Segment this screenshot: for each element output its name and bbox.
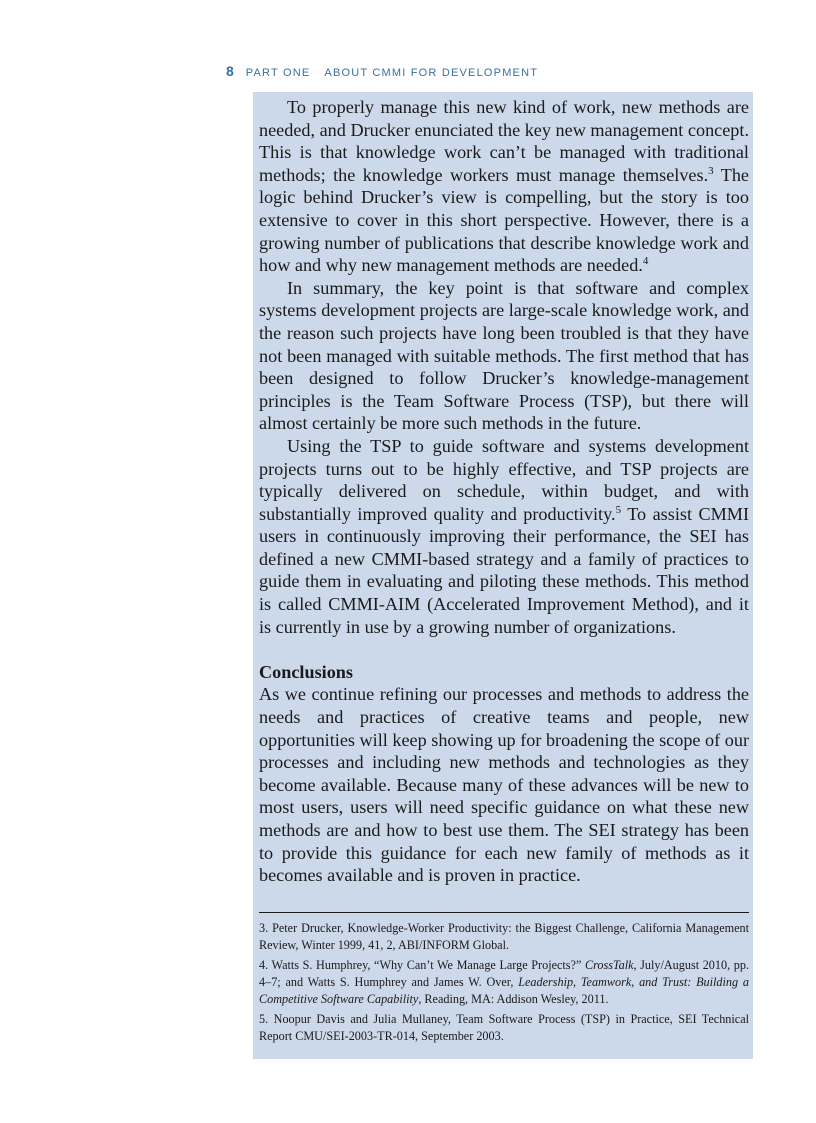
footnote-4-book-title: Leadership, Teamwork, and Trust: Building a Competitive Software Capability xyxy=(259,975,749,1006)
footnote-ref-3[interactable]: 3 xyxy=(708,164,714,177)
running-head xyxy=(226,63,538,79)
paragraph-2: In summary, the key point is that software and complex systems development projects are large-scale knowledge work, and the reason such projects have long been troubled is that they have not been managed with suitable methods. The first method that has been designed to follow Drucker’s knowledge-management principles is the Team Software Process (TSP), but there will almost certainly be more such methods in the future. xyxy=(259,277,749,434)
part-label: PART ONE xyxy=(245,67,311,79)
footnote-ref-5[interactable]: 5 xyxy=(615,503,622,516)
paragraph-1: To properly manage this new kind of work, new methods are needed, and Drucker enunciated the key new management concept. This is that knowledge work can’t be managed with traditional methods; the knowledge workers must manage themselves.$^3$ The logic behind Drucker’s view is compelling, but the story is too extensive to cover in this short perspective. However, there is a growing number of publications that describe knowledge work and how and why new management methods are needed.$^4$ xyxy=(259,97,749,276)
footnotes xyxy=(259,920,749,1048)
footnote-4-journal: CrossTalk xyxy=(584,958,634,972)
footnote-ref-4[interactable]: 4 xyxy=(642,255,649,268)
paragraph-3: Using the TSP to guide software and systems development projects turns out to be highly effective, and TSP projects are typically delivered on schedule, within budget, and with substantially improved quality and productivity.$^5$ To assist CMMI users in continuously improving their performance, the SEI has defined a new CMMI-based strategy and a family of practices to guide them in evaluating and piloting these methods. This method is called CMMI-AIM (Accelerated Improvement Method), and it is currently in use by a growing number of organizations. xyxy=(259,435,750,637)
page-number: 8 xyxy=(226,63,234,79)
paragraph-4: As we continue refining our processes and methods to address the needs and practices of creative teams and people, new opportunities will keep showing up for broadening the scope of our processes and including new methods and technologies as they become available. Because many of these advances will be new to most users, users will need specific guidance on what these new methods are and how to best use them. The SEI strategy has been to provide this guidance for each new family of methods as it becomes available and is proven in practice. xyxy=(259,684,749,886)
footnote-4: 4. Watts S. Humphrey, “Why Can’t We Manage Large Projects?” CrossTalk, July/August 2010, pp. 4–7; and Watts S. Humphrey and James W. Over, Leadership, Teamwork, and Trust: Building a Competitive Software Capability, Reading, MA: Addison Wesley, 2011. xyxy=(259,958,749,1006)
body-text xyxy=(259,96,749,887)
chapter-title: ABOUT CMMI FOR DEVELOPMENT xyxy=(324,67,539,79)
footnote-5: 5. Noopur Davis and Julia Mullaney, Team Software Process (TSP) in Practice, SEI Technical Report CMU/SEI-2003-TR-014, September 2003. xyxy=(259,1012,749,1043)
section-heading-conclusions: Conclusions xyxy=(259,661,354,682)
footnote-divider xyxy=(259,912,749,913)
footnote-3: 3. Peter Drucker, Knowledge-Worker Productivity: the Biggest Challenge, California Management Review, Winter 1999, 41, 2, ABI/INFORM Global. xyxy=(259,921,749,952)
